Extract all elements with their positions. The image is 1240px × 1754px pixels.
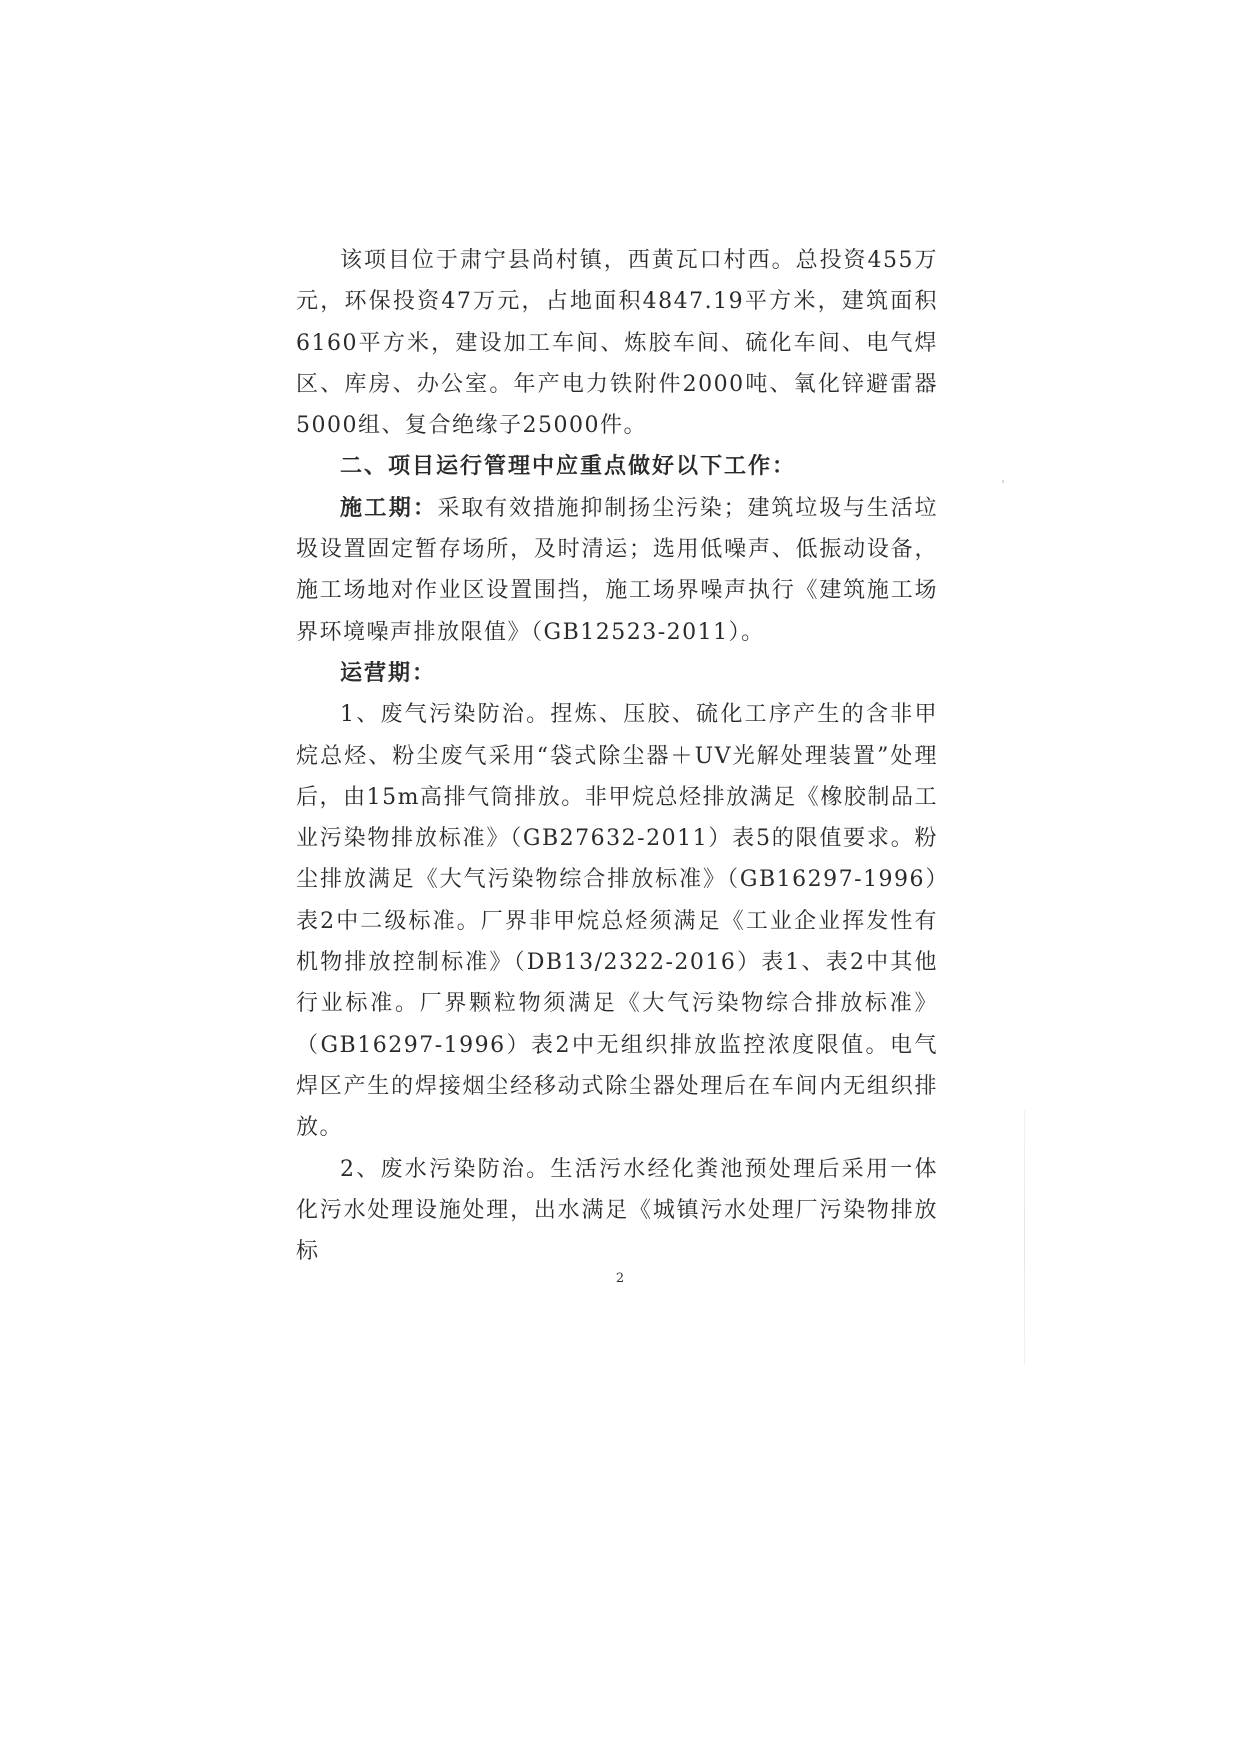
paragraph-text: 采取有效措施抑制扬尘污染；建筑垃圾与生活垃圾设置固定暂存场所，及时清运；选用低噪声、低振动设备，施工场地对作业区设置围挡，施工场界噪声执行《建筑施工场界环境噪声排放限值》（GB12523-2011）。: [296, 495, 938, 645]
construction-period-label: 施工期：: [340, 495, 438, 521]
paragraph-project-overview: [296, 240, 938, 446]
scan-artifact-speck: [1002, 480, 1004, 483]
heading-text: 二、项目运行管理中应重点做好以下工作：: [340, 454, 797, 480]
paragraph-text: 1、废气污染防治。捏炼、压胶、硫化工序产生的含非甲烷总烃、粉尘废气采用“袋式除尘器＋UV光解处理装置”处理后，由15m高排气筒排放。非甲烷总烃排放满足《橡胶制品工业污染物排放标准》（GB27632-2011）表5的限值要求。粉尘排放满足《大气污染物综合排放标准》（GB16297-1996）表2中二级标准。厂界非甲烷总烃须满足《工业企业挥发性有机物排放控制标准》（DB13/2322-2016）表1、表2中其他行业标准。厂界颗粒物须满足《大气污染物综合排放标准》（GB16297-1996）表2中无组织排放监控浓度限值。电气焊区产生的焊接烟尘经移动式除尘器处理后在车间内无组织排放。: [296, 702, 938, 1141]
operation-period-label: 运营期：: [340, 660, 437, 686]
paragraph-waste-gas: [296, 694, 938, 1148]
paragraph-text: 2、废水污染防治。生活污水经化粪池预处理后采用一体化污水处理设施处理，出水满足《城镇污水处理厂污染物排放标: [296, 1156, 938, 1265]
section-heading: [296, 446, 938, 487]
paragraph-operation-period-label: [296, 653, 938, 694]
page-number: 2: [615, 1271, 625, 1286]
paragraph-text: 该项目位于肃宁县尚村镇，西黄瓦口村西。总投资455万元，环保投资47万元，占地面积4847.19平方米，建筑面积6160平方米，建设加工车间、炼胶车间、硫化车间、电气焊区、库房、办公室。年产电力铁附件2000吨、氧化锌避雷器5000组、复合绝缘子25000件。: [296, 248, 938, 439]
paragraph-construction-period: [296, 488, 938, 653]
scan-artifact-line: [1024, 1110, 1025, 1365]
paragraph-waste-water: [296, 1149, 938, 1273]
document-body: [296, 240, 938, 1272]
